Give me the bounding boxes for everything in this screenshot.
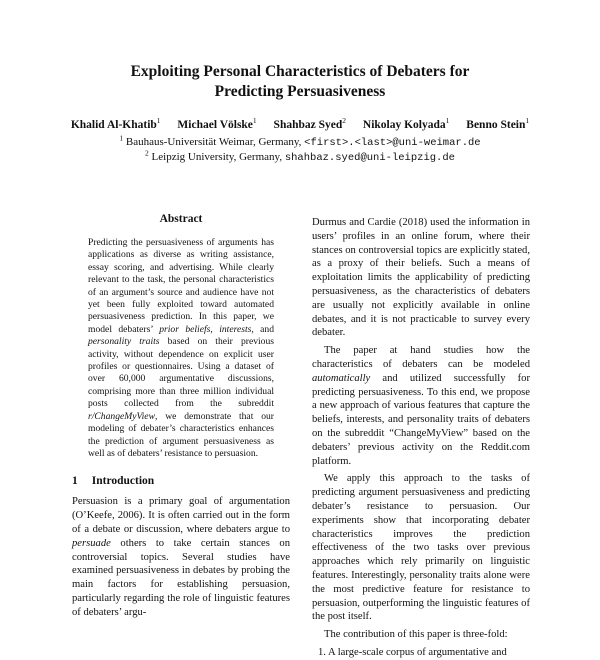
contribution-list-item: 1. A large-scale corpus of argumentative and (318, 646, 507, 658)
author: Nikolay Kolyada$^1$ (362, 116, 450, 131)
abstract-text: Predicting the persuasiveness of arguments has applications as diverse as writing assistance, essay scoring, and advertising. While clearly relevant to the task, the personal characteristics of an argument’s source and audience have not yet been fully exploited toward automated persuasiveness prediction. In this paper, we model debaters’ prior beliefs, interests, and personality traits based on their previous activity, without dependence on explicit user profiles or questionnaires. Using a dataset of over 60,000 argumentative discussions, comprising more than three million individual posts collected from the subreddit r/ChangeMyView, we demonstrate that our modeling of debater’s characteristics enhances the prediction of argument persuasiveness as well as of debaters’ resistance to persuasion. (88, 237, 274, 459)
introduction-paragraph: Persuasion is a primary goal of argumentation (O’Keefe, 2006). It is often carried out in the form of a debate or discussion, where debaters argue to persuade others to take certain stances on controversial topics. Several studies have examined persuasiveness in debates by probing the main factors for establishing persuasion, particularly regarding the role of linguistic features of debaters’ argu- (72, 496, 290, 618)
author: Benno Stein$^1$ (466, 116, 530, 131)
author: Michael Völske$^1$ (177, 116, 257, 131)
section-heading-introduction: 1 Introduction (72, 475, 155, 488)
title-line-2: Predicting Persuasiveness (214, 83, 386, 100)
author: Khalid Al-Khatib$^1$ (70, 116, 161, 131)
body-paragraph: Durmus and Cardie (2018) used the information in users’ profiles in an online forum, where their stances on controversial topics are explicitly stated, as a proxy of their beliefs. Such a means of exploitation limits the applicability of predicting persuasiveness, as the characteristics of debaters are usually not explicitly available in online debates, and it is not practicable to survey every debater. (312, 217, 530, 339)
body-paragraph: The paper at hand studies how the characteristics of debaters can be modeled automatically and utilized successfully for predicting persuasiveness. To this end, we propose a new approach of various features that capture the beliefs, interests, and personality traits of debaters on the subreddit “ChangeMyView” based on the debaters’ previous activity on the Reddit.com platform. (312, 345, 530, 467)
affiliation-email: shahbaz.syed@uni-leipzig.de (284, 152, 455, 164)
author-list (0, 118, 600, 133)
title-line-1: Exploiting Personal Characteristics of Debaters for (130, 63, 470, 80)
right-column (312, 216, 530, 660)
author: Shahbaz Syed$^2$ (273, 116, 347, 131)
affiliation-1: $^1$ Bauhaus-Universität Weimar, Germany, <first>.<last>@uni-weimar.de (119, 133, 481, 149)
body-paragraph: We apply this approach to the tasks of predicting argument persuasiveness and predicting debater’s resistance to persuasion. Our experiments show that incorporating debater characteristics improves the prediction effectiveness of the two tasks over previous approaches which rely primarily on linguistic features. Interestingly, personality traits alone were the most predictive feature for resistance to persuasion, outperforming the linguistic features of the post itself. (312, 473, 530, 623)
body-paragraph: The contribution of this paper is three-fold: (324, 629, 508, 641)
left-column (72, 212, 290, 619)
affiliation-email: <first>.<last>@uni-weimar.de (304, 137, 481, 149)
paper-title (0, 62, 600, 102)
affiliation-2: $^2$ Leipzig University, Germany, shahbaz.syed@uni-leipzig.de (145, 148, 455, 164)
abstract-heading: Abstract (159, 213, 203, 225)
